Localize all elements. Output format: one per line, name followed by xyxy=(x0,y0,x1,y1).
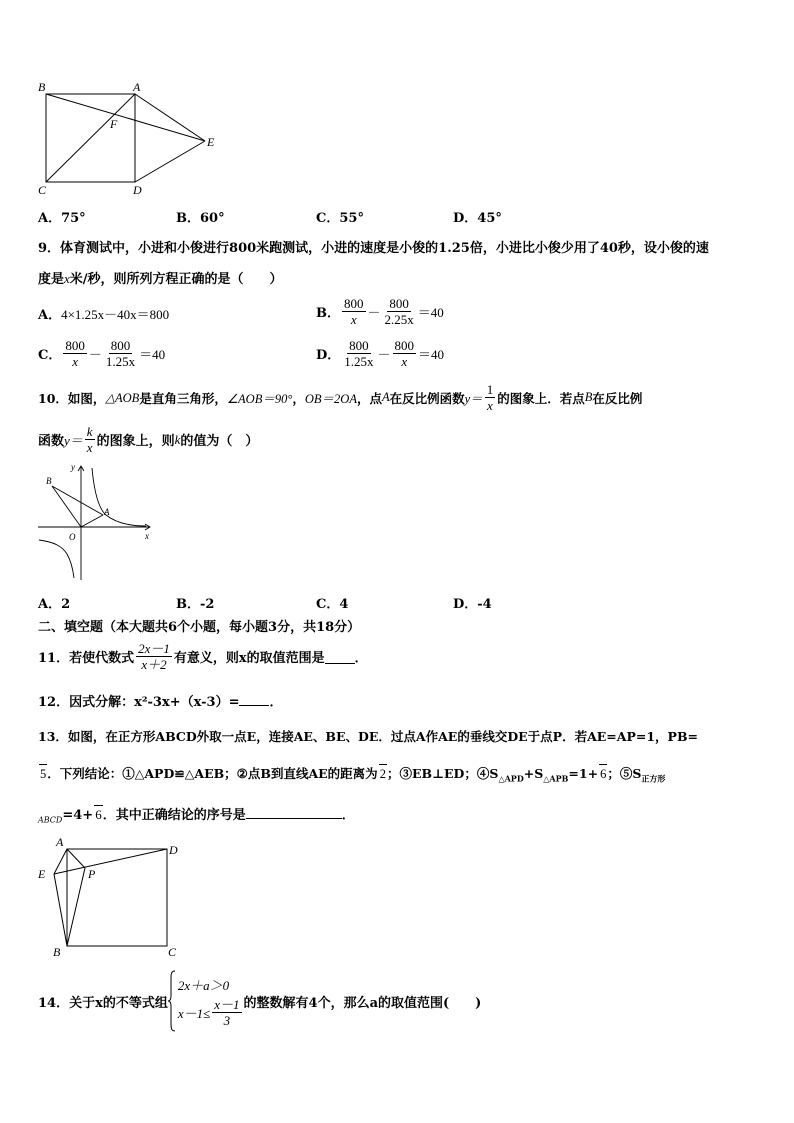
q10-pb: B xyxy=(584,390,593,404)
q13-sub-apb: △APB xyxy=(543,773,569,784)
q11-pre: 11．若使代数式 xyxy=(38,651,135,666)
q13-sqrt6b xyxy=(94,805,103,824)
q11-end: ． xyxy=(354,651,368,666)
q10-fd: x xyxy=(487,398,493,413)
q11-post: 有意义，则x的取值范围是 xyxy=(173,651,325,666)
fig8-label-e: E xyxy=(207,135,215,149)
fig8-label-c: C xyxy=(38,183,47,197)
q8-option-a: A．75° xyxy=(38,211,86,226)
q9-d-d2: x xyxy=(401,354,408,369)
q11-blank[interactable] xyxy=(325,649,355,664)
q9-option-b-label: B． xyxy=(316,306,340,321)
q13-sqrt5-val: 5 xyxy=(40,767,47,781)
q13-line3 xyxy=(38,805,355,830)
q14 xyxy=(38,970,481,1032)
q13-sub-abcd: ABCD xyxy=(38,815,63,825)
q13-sqrt6-val: 6 xyxy=(600,767,607,781)
q13-l3-end: ． xyxy=(341,808,355,823)
q9-d-op: － xyxy=(377,347,391,362)
q14-ineq2d: 3 xyxy=(223,1012,231,1028)
q10-tri: △AOB xyxy=(105,390,140,405)
q13-l2-e: ；⑤S xyxy=(607,766,642,781)
q13-line2 xyxy=(38,764,665,788)
q10-l1-a: 10．如图， xyxy=(38,390,106,406)
q9-option-c xyxy=(38,338,165,369)
q9-c-n2: 800 xyxy=(110,338,131,353)
q10-gn: k xyxy=(86,424,93,439)
q10-gd: x xyxy=(86,440,93,455)
q8-option-b: B．60° xyxy=(176,211,225,226)
q9-b-d1: x xyxy=(350,312,357,327)
q10-option-b: B．-2 xyxy=(176,597,215,612)
q13-fig-p: P xyxy=(88,867,96,881)
q13-fig-a: A xyxy=(56,835,64,849)
q10-sep: ， xyxy=(292,390,305,406)
q14-system xyxy=(168,970,244,1032)
q13-figure xyxy=(34,834,189,959)
q9-var-x: x xyxy=(64,271,70,286)
q8-option-c: C．55° xyxy=(316,211,364,226)
q9-d-n1: 800 xyxy=(349,338,369,353)
q9-d-rhs: ＝40 xyxy=(418,347,445,362)
fig8-label-b: B xyxy=(38,80,46,94)
q10-option-d: D．-4 xyxy=(453,597,492,612)
q14-ineq2n: x－1 xyxy=(214,996,240,1012)
fig8-label-a: A xyxy=(133,80,141,94)
q10-l2-a: 函数 xyxy=(38,434,65,449)
q10-option-a: A．2 xyxy=(38,597,71,612)
q10-l1-b: 是直角三角形， xyxy=(139,390,227,406)
q9-option-a-expr: 4×1.25x－40x＝800 xyxy=(61,307,170,322)
q10-option-c: C．4 xyxy=(316,597,349,612)
q10-fig-o: O xyxy=(69,532,76,542)
q10-line2 xyxy=(38,424,258,455)
q10-pa: A xyxy=(381,390,390,404)
q9-c-d2: 1.25x xyxy=(105,354,136,369)
q9-c-n1: 800 xyxy=(65,338,85,353)
fig8-label-f: F xyxy=(110,117,118,131)
q9-option-a xyxy=(38,306,169,325)
q9-d-n2: 800 xyxy=(394,338,415,353)
q9-c-op: － xyxy=(88,347,102,362)
q13-sqrt2 xyxy=(379,764,387,783)
q9-b-n2: 800 xyxy=(389,296,409,311)
section-2-heading: 二、填空题（本大题共6个小题，每小题3分，共18分） xyxy=(38,620,361,635)
q9-d-d1: 1.25x xyxy=(344,354,374,369)
q10-figure xyxy=(34,460,159,585)
q13-l2-b: ；③EB⊥ED；④S xyxy=(386,766,499,781)
q13-sqrt2-val: 2 xyxy=(379,767,386,781)
q12-blank[interactable] xyxy=(239,692,269,706)
q10-fn: 1 xyxy=(486,382,494,397)
q9-b-n1: 800 xyxy=(344,296,364,311)
q14-post: 的整数解有4个，那么a的取值范围( ) xyxy=(243,995,482,1011)
q10-fig-b: B xyxy=(46,476,52,486)
q9-line2-a: 度是 xyxy=(38,272,65,287)
q11 xyxy=(38,641,368,672)
q14-ineq1: 2x＋a＞0 xyxy=(177,977,230,993)
q10-l2-b: 的图象上，则 xyxy=(96,434,175,449)
q12-end: ． xyxy=(269,695,283,710)
q13-l3-b: ．其中正确结论的序号是 xyxy=(102,808,246,823)
q10-k: k xyxy=(174,431,181,447)
q10-fig-y: y xyxy=(71,462,75,472)
q11-n: 2x－1 xyxy=(138,641,170,656)
q12 xyxy=(38,692,283,712)
q12-text: 12．因式分解：x²-3x+（x-3）= xyxy=(38,695,240,710)
q13-l2-a: ．下列结论：①△APD≌△AEB；②点B到直线AE的距离为 xyxy=(47,766,378,781)
q14-brace xyxy=(168,970,176,1032)
q9-c-rhs: ＝40 xyxy=(139,347,166,362)
q10-l1-c: ，点 xyxy=(356,390,382,406)
q9-option-a-label: A． xyxy=(38,308,62,323)
q13-fig-d: D xyxy=(169,843,178,857)
q10-fig-x: x xyxy=(145,531,149,541)
q13-sqrt5 xyxy=(39,764,47,783)
q9-c-d1: x xyxy=(72,354,78,369)
q9-option-d xyxy=(316,338,444,369)
q9-line2-b: 米/秒，则所列方程正确的是（ ） xyxy=(69,272,283,287)
q13-fig-b: B xyxy=(53,945,61,959)
fig8-label-d: D xyxy=(133,183,142,197)
q11-d: x＋2 xyxy=(141,657,167,672)
q10-fig-a: A xyxy=(104,507,110,517)
q10-line1 xyxy=(38,382,642,413)
q14-pre: 14．关于x的不等式组 xyxy=(38,995,168,1011)
q10-l2-c: 的值为（ ） xyxy=(180,434,259,449)
q13-sub-square: 正方形 xyxy=(641,773,666,784)
q13-line1: 13．如图，在正方形ABCD外取一点E，连接AE、BE、DE．过点A作AE的垂线交DE于点P．若AE=AP=1，PB= xyxy=(38,729,698,744)
q10-ob: OB＝2OA xyxy=(304,391,357,406)
q9-b-op: － xyxy=(367,305,381,320)
q13-fig-e: E xyxy=(38,867,46,881)
q9-line1: 9．体育测试中，小进和小俊进行800米跑测试，小进的速度是小俊的1.25倍，小进比小俊少用了40秒，设小俊的速 xyxy=(38,241,709,256)
q13-l2-c: +S xyxy=(523,766,544,781)
q13-l3-a: =4+ xyxy=(62,808,94,823)
q10-angle: ∠AOB＝90° xyxy=(226,391,293,406)
q9-option-d-label: D． xyxy=(316,348,341,363)
q13-fig-c: C xyxy=(168,945,177,959)
q14-ineq2a: x－1≤ xyxy=(177,1005,211,1021)
q9-option-c-label: C． xyxy=(38,348,62,363)
q9-option-b xyxy=(316,296,444,327)
q10-l1-e: 的图象上．若点 xyxy=(497,390,585,406)
q8-option-d: D．45° xyxy=(453,211,502,226)
q9-b-rhs: ＝40 xyxy=(417,305,444,320)
q9-b-d2: 2.25x xyxy=(384,312,414,327)
q9-line2 xyxy=(38,270,283,289)
q10-gy: y＝ xyxy=(64,433,83,448)
q10-l1-f: 在反比例 xyxy=(592,390,643,406)
q13-sub-apd: △APD xyxy=(498,773,524,784)
q10-fy: y＝ xyxy=(464,391,483,406)
q13-sqrt6b-val: 6 xyxy=(95,807,102,822)
q13-l2-d: =1+ xyxy=(568,766,599,781)
q8-figure xyxy=(30,78,230,198)
q10-l1-d: 在反比例函数 xyxy=(389,390,465,406)
q13-blank[interactable] xyxy=(246,805,342,819)
